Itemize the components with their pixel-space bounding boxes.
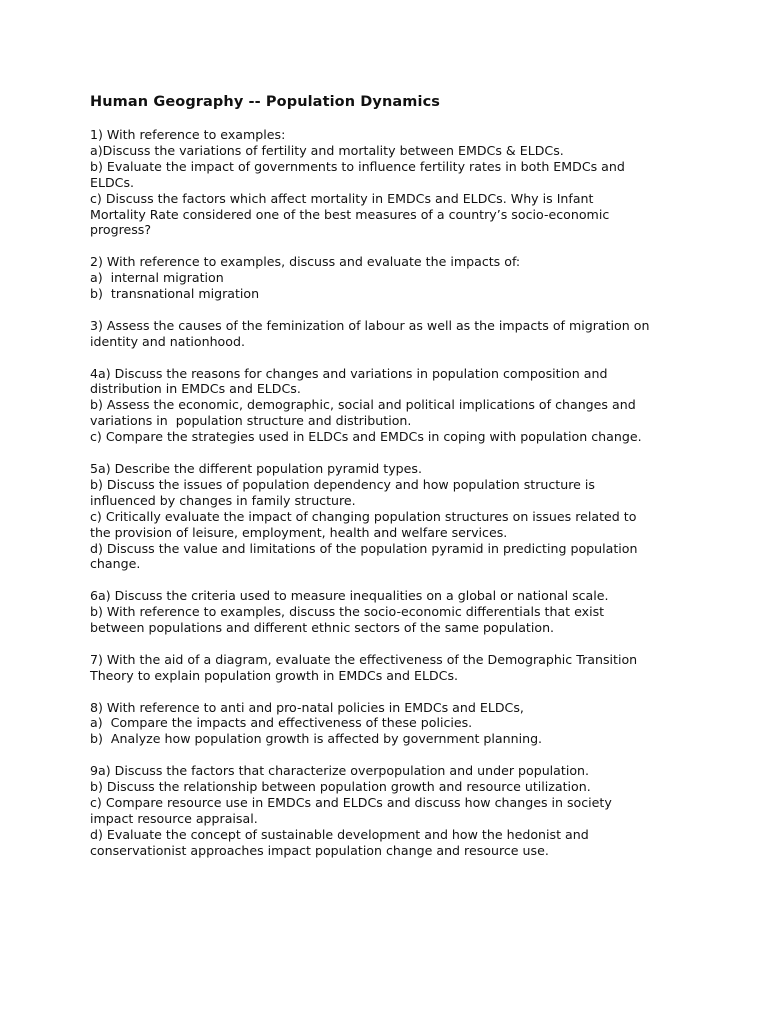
- question-line: c) Compare the strategies used in ELDCs and EMDCs in coping with population change.: [90, 429, 642, 445]
- question-4: [90, 366, 690, 446]
- document-page: [90, 92, 690, 874]
- question-line: b) transnational migration: [90, 286, 260, 302]
- question-6: [90, 588, 690, 636]
- document-title: Human Geography -- Population Dynamics: [90, 94, 441, 110]
- question-line: influenced by changes in family structure.: [90, 492, 356, 508]
- question-line: c) Critically evaluate the impact of changing population structures on issues related to: [90, 508, 637, 524]
- question-line: b) Assess the economic, demographic, social and political implications of changes and: [90, 397, 636, 413]
- question-line: 8) With reference to anti and pro-natal policies in EMDCs and ELDCs,: [90, 699, 524, 715]
- question-line: c) Compare resource use in EMDCs and ELDCs and discuss how changes in society: [90, 794, 612, 810]
- question-line: 7) With the aid of a diagram, evaluate the effectiveness of the Demographic Transition: [90, 651, 638, 667]
- question-line: a)Discuss the variations of fertility and mortality between EMDCs & ELDCs.: [90, 142, 564, 158]
- question-8: [90, 700, 690, 748]
- question-line: 6a) Discuss the criteria used to measure inequalities on a global or national scale.: [90, 588, 609, 604]
- question-line: 3) Assess the causes of the feminization of labour as well as the impacts of migration on: [90, 317, 650, 333]
- question-line: d) Evaluate the concept of sustainable development and how the hedonist and: [90, 826, 589, 842]
- question-3: [90, 318, 690, 350]
- question-line: 4a) Discuss the reasons for changes and variations in population composition and: [90, 365, 608, 381]
- question-line: identity and nationhood.: [90, 333, 245, 349]
- question-line: a) internal migration: [90, 270, 224, 286]
- question-line: 9a) Discuss the factors that characterize overpopulation and under population.: [90, 763, 590, 779]
- question-line: Theory to explain population growth in EMDCs and ELDCs.: [90, 667, 459, 683]
- question-line: progress?: [90, 222, 152, 238]
- question-line: distribution in EMDCs and ELDCs.: [90, 381, 301, 397]
- question-line: b) Discuss the relationship between population growth and resource utilization.: [90, 779, 591, 795]
- question-7: [90, 652, 690, 684]
- question-line: change.: [90, 556, 141, 572]
- question-line: b) With reference to examples, discuss the socio-economic differentials that exist: [90, 604, 605, 620]
- question-line: Mortality Rate considered one of the best measures of a country’s socio-economic: [90, 206, 610, 222]
- question-9: [90, 763, 690, 858]
- question-line: d) Discuss the value and limitations of the population pyramid in predicting population: [90, 540, 638, 556]
- question-line: impact resource appraisal.: [90, 810, 258, 826]
- question-line: variations in population structure and distribution.: [90, 413, 412, 429]
- question-line: b) Discuss the issues of population dependency and how population structure is: [90, 476, 595, 492]
- question-line: ELDCs.: [90, 174, 135, 190]
- question-list: [90, 127, 690, 859]
- question-line: b) Analyze how population growth is affected by government planning.: [90, 731, 543, 747]
- question-line: c) Discuss the factors which affect mortality in EMDCs and ELDCs. Why is Infant: [90, 190, 594, 206]
- question-2: [90, 254, 690, 302]
- question-5: [90, 461, 690, 572]
- question-line: 2) With reference to examples, discuss and evaluate the impacts of:: [90, 254, 521, 270]
- question-line: 5a) Describe the different population pyramid types.: [90, 460, 422, 476]
- question-line: the provision of leisure, employment, health and welfare services.: [90, 524, 508, 540]
- question-line: a) Compare the impacts and effectiveness of these policies.: [90, 715, 473, 731]
- question-line: between populations and different ethnic sectors of the same population.: [90, 620, 555, 636]
- question-line: 1) With reference to examples:: [90, 127, 286, 142]
- question-line: conservationist approaches impact population change and resource use.: [90, 842, 549, 858]
- question-1: [90, 127, 690, 238]
- question-line: b) Evaluate the impact of governments to influence fertility rates in both EMDCs and: [90, 158, 625, 174]
